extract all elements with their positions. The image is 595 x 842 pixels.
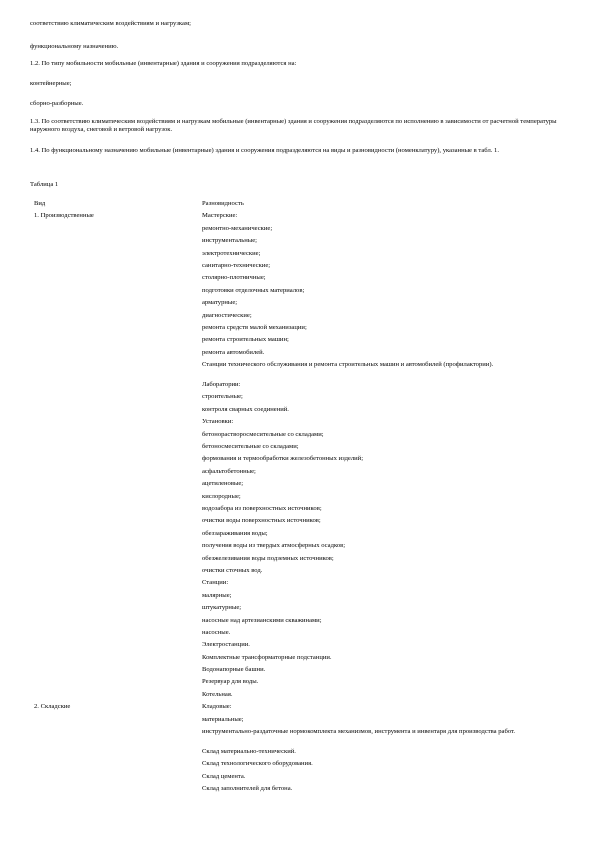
table-row	[30, 480, 565, 492]
table-row	[30, 287, 565, 299]
table-row	[30, 604, 565, 616]
variety-cell: обеззараживания воды;	[202, 529, 268, 537]
paragraph: функциональному назначению.	[30, 43, 119, 50]
variety-cell: бетонорастворосмесительные со складами;	[202, 430, 324, 438]
table-row	[30, 691, 565, 703]
variety-cell: Комплектные трансформаторные подстанции.	[202, 653, 332, 661]
table-caption: Таблица 1	[30, 181, 59, 188]
variety-cell: очистки воды поверхностных источников;	[202, 517, 321, 525]
variety-cell: асфальтобетонные;	[202, 467, 256, 475]
table-row	[30, 654, 565, 666]
variety-cell: диагностические;	[202, 311, 252, 319]
table-row	[30, 592, 565, 604]
table-row	[30, 324, 565, 336]
table-row	[30, 617, 565, 629]
table-row	[30, 349, 565, 361]
table-row	[30, 468, 565, 480]
variety-cell: Котельная.	[202, 690, 233, 698]
variety-cell: контроля сварных соединений.	[202, 405, 289, 413]
variety-cell: насосные над артезианскими скважинами;	[202, 616, 322, 624]
table-row	[30, 381, 565, 393]
paragraph: 1.2. По типу мобильности мобильные (инвентарные) здания и сооружения подразделяются на:	[30, 60, 297, 67]
variety-cell: ремонта средств малой механизации;	[202, 323, 307, 331]
table-row	[30, 555, 565, 567]
variety-cell: ацетиленовые;	[202, 480, 244, 488]
paragraph: 1.3. По соответствию климатическим воздействиям и нагрузкам мобильные (инвентарные) здания и сооружения подразделяются по исполнению в зависимости от расчетной температуры наружного воздуха, снеговой и ветровой нагрузок.	[30, 118, 557, 134]
table-row	[30, 728, 565, 748]
type-cell: 2. Складские	[34, 703, 71, 711]
table-row	[30, 703, 565, 715]
table-row	[30, 517, 565, 529]
variety-cell: обезжелезивания воды подземных источников;	[202, 554, 334, 562]
table-row	[30, 250, 565, 262]
variety-cell: Склад заполнителей для бетона.	[202, 785, 293, 793]
variety-cell: кислородные;	[202, 492, 241, 500]
table-row	[30, 505, 565, 517]
variety-cell: Склад материально-технический.	[202, 748, 296, 756]
table-row	[30, 225, 565, 237]
table-row	[30, 641, 565, 653]
variety-cell: бетоносмесительные со складами;	[202, 443, 299, 451]
variety-cell: санитарно-технические;	[202, 261, 271, 269]
variety-cell: материальные;	[202, 715, 244, 723]
variety-cell: Лаборатории:	[202, 381, 241, 389]
column-header: Разновидность	[202, 200, 244, 207]
variety-cell: инструментально-раздаточные нормокомплекта механизмов, инструмента и инвентаря для производства работ.	[202, 728, 516, 736]
variety-cell: штукатурные;	[202, 604, 242, 612]
variety-cell: электротехнические;	[202, 249, 261, 257]
variety-cell: строительные;	[202, 393, 243, 401]
variety-cell: Установки:	[202, 418, 234, 426]
paragraph: 1.4. По функциональному назначению мобильные (инвентарные) здания и сооружения подразделяются на виды и разновидности (номенклатуру), указанные в табл. 1.	[30, 147, 499, 154]
paragraph: сборно-разборные.	[30, 100, 84, 107]
table-row	[30, 678, 565, 690]
variety-cell: Резервуар для воды.	[202, 678, 259, 686]
paragraph: соответствию климатическим воздействиям и нагрузкам;	[30, 20, 191, 27]
table-row	[30, 299, 565, 311]
table-row	[30, 418, 565, 430]
variety-cell: Водонапорные башни.	[202, 666, 266, 674]
table-row	[30, 237, 565, 249]
table-row	[30, 530, 565, 542]
table-row	[30, 274, 565, 286]
table-row	[30, 406, 565, 418]
nomenclature-table	[30, 200, 565, 798]
table-row	[30, 393, 565, 405]
variety-cell: подготовки отделочных материалов;	[202, 286, 305, 294]
variety-cell: Станции технического обслуживания и ремонта строительных машин и автомобилей (профилактории).	[202, 361, 494, 369]
variety-cell: столярно-плотничные;	[202, 274, 266, 282]
variety-cell: арматурные;	[202, 299, 238, 307]
table-row	[30, 336, 565, 348]
table-row	[30, 443, 565, 455]
variety-cell: водозабора из поверхностных источников;	[202, 504, 322, 512]
variety-cell: Мастерские:	[202, 212, 238, 220]
variety-cell: Склад цемента.	[202, 772, 246, 780]
column-header: Вид	[34, 200, 46, 207]
table-row	[30, 212, 565, 224]
table-row	[30, 542, 565, 554]
variety-cell: ремонтно-механические;	[202, 224, 273, 232]
table-row	[30, 748, 565, 760]
table-row	[30, 773, 565, 785]
table-row	[30, 431, 565, 443]
variety-cell: очистки сточных вод.	[202, 566, 263, 574]
table-row	[30, 262, 565, 274]
table-row	[30, 716, 565, 728]
paragraph: контейнерные;	[30, 80, 72, 87]
table-row	[30, 579, 565, 591]
table-row	[30, 455, 565, 467]
table-row	[30, 629, 565, 641]
variety-cell: инструментальные;	[202, 237, 257, 245]
variety-cell: ремонта строительных машин;	[202, 336, 289, 344]
table-row	[30, 567, 565, 579]
table-row	[30, 666, 565, 678]
variety-cell: Склад технологического оборудования.	[202, 760, 313, 768]
table-row	[30, 785, 565, 797]
table-row	[30, 493, 565, 505]
variety-cell: малярные;	[202, 591, 232, 599]
variety-cell: ремонта автомобилей.	[202, 348, 265, 356]
type-cell: 1. Производственные	[34, 212, 94, 220]
variety-cell: Электростанции.	[202, 641, 250, 649]
table-body	[30, 212, 565, 797]
variety-cell: Станции:	[202, 579, 229, 587]
table-header-row	[30, 200, 565, 212]
table-row	[30, 760, 565, 772]
variety-cell: получения воды из твердых атмосферных осадков;	[202, 542, 346, 550]
table-row	[30, 361, 565, 381]
variety-cell: Кладовые:	[202, 703, 232, 711]
variety-cell: насосные.	[202, 628, 231, 636]
variety-cell: формования и термообработки железобетонных изделий;	[202, 455, 364, 463]
table-row	[30, 312, 565, 324]
